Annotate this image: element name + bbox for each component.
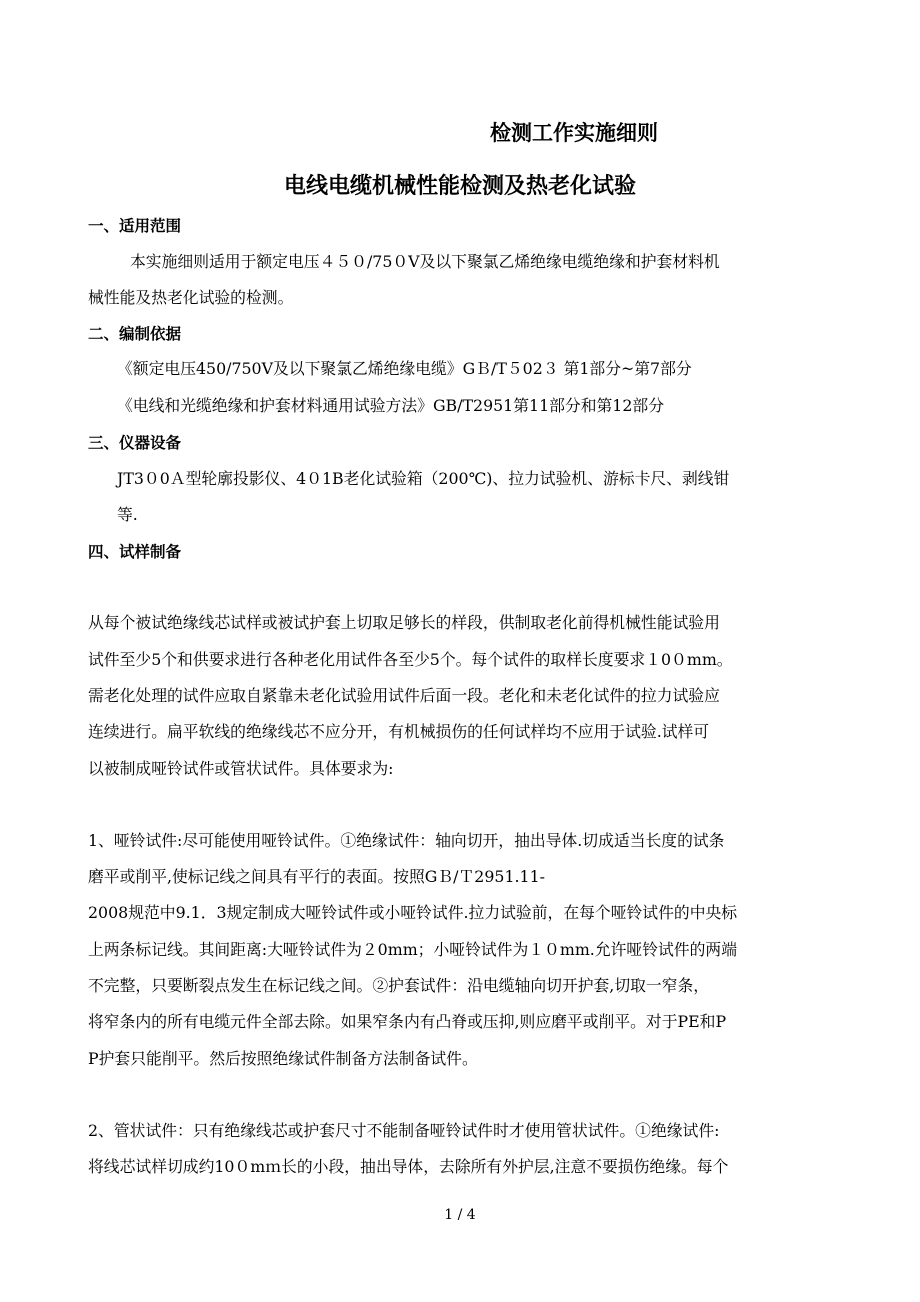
page-number: 1 / 4	[444, 1207, 476, 1223]
section-heading-equipment: 三、仪器设备	[88, 434, 182, 452]
equipment-line: 等.	[117, 505, 138, 524]
paragraph-line: 不完整，只要断裂点发生在标记线之间。②护套试件：沿电缆轴向切开护套,切取一窄条，	[88, 976, 710, 995]
document-title: 检测工作实施细则	[490, 121, 658, 145]
reference-line: 《电线和光缆绝缘和护套材料通用试验方法》GB/T2951第11部分和第12部分	[117, 396, 665, 415]
paragraph-line: 械性能及热老化试验的检测。	[88, 288, 294, 307]
paragraph-line: 试件至少5个和供要求进行各种老化用试件各至少5个。每个试件的取样长度要求１0０mm。	[88, 650, 733, 669]
paragraph-line: 上两条标记线。其间距离:大哑铃试件为２0mm；小哑铃试件为１０mm.允许哑铃试件的两端	[88, 940, 737, 959]
paragraph-line: P护套只能削平。然后按照绝缘试件制备方法制备试件。	[88, 1049, 478, 1068]
reference-line: 《额定电压450/750V及以下聚氯乙烯绝缘电缆》GＢ/T５02３ 第1部分~第7部分	[117, 359, 692, 378]
section-heading-scope: 一、适用范围	[88, 217, 182, 235]
paragraph-line: 将窄条内的所有电缆元件全部去除。如果窄条内有凸脊或压抑,则应磨平或削平。对于PE和P	[88, 1012, 727, 1031]
equipment-line: JT3０0Ａ型轮廓投影仪、4０1B老化试验箱（200℃)、拉力试验机、游标卡尺、剥线钳	[117, 469, 730, 488]
section-heading-specimen: 四、试样制备	[88, 543, 182, 561]
paragraph-line: 磨平或削平,使标记线之间具有平行的表面。按照GＢ/Ｔ2951.11-	[88, 867, 545, 886]
paragraph-line: 1、哑铃试件:尽可能使用哑铃试件。①绝缘试件：轴向切开，抽出导体.切成适当长度的试条	[88, 831, 725, 850]
paragraph-line: 连续进行。扁平软线的绝缘线芯不应分开，有机械损伤的任何试样均不应用于试验.试样可	[88, 722, 710, 741]
paragraph-line: 以被制成哑铃试件或管状试件。具体要求为:	[88, 759, 394, 778]
paragraph-line: 将线芯试样切成约10０mｍ长的小段，抽出导体，去除所有外护层,注意不要损伤绝缘。每个	[88, 1157, 729, 1176]
paragraph-line: 本实施细则适用于额定电压４５０/75０V及以下聚氯乙烯绝缘电缆绝缘和护套材料机	[130, 252, 720, 271]
paragraph-line: 从每个被试绝缘线芯试样或被试护套上切取足够长的样段，供制取老化前得机械性能试验用	[88, 613, 720, 632]
paragraph-line: 2、管状试件：只有绝缘线芯或护套尺寸不能制备哑铃试件时才使用管状试件。①绝缘试件:	[88, 1121, 720, 1140]
document-subtitle: 电线电缆机械性能检测及热老化试验	[283, 174, 636, 199]
paragraph-line: 2008规范中9.1．3规定制成大哑铃试件或小哑铃试件.拉力试验前，在每个哑铃试件的中央标	[88, 903, 738, 922]
paragraph-line: 需老化处理的试件应取自紧靠未老化试验用试件后面一段。老化和未老化试件的拉力试验应	[88, 686, 720, 705]
section-heading-basis: 二、编制依据	[88, 325, 182, 343]
